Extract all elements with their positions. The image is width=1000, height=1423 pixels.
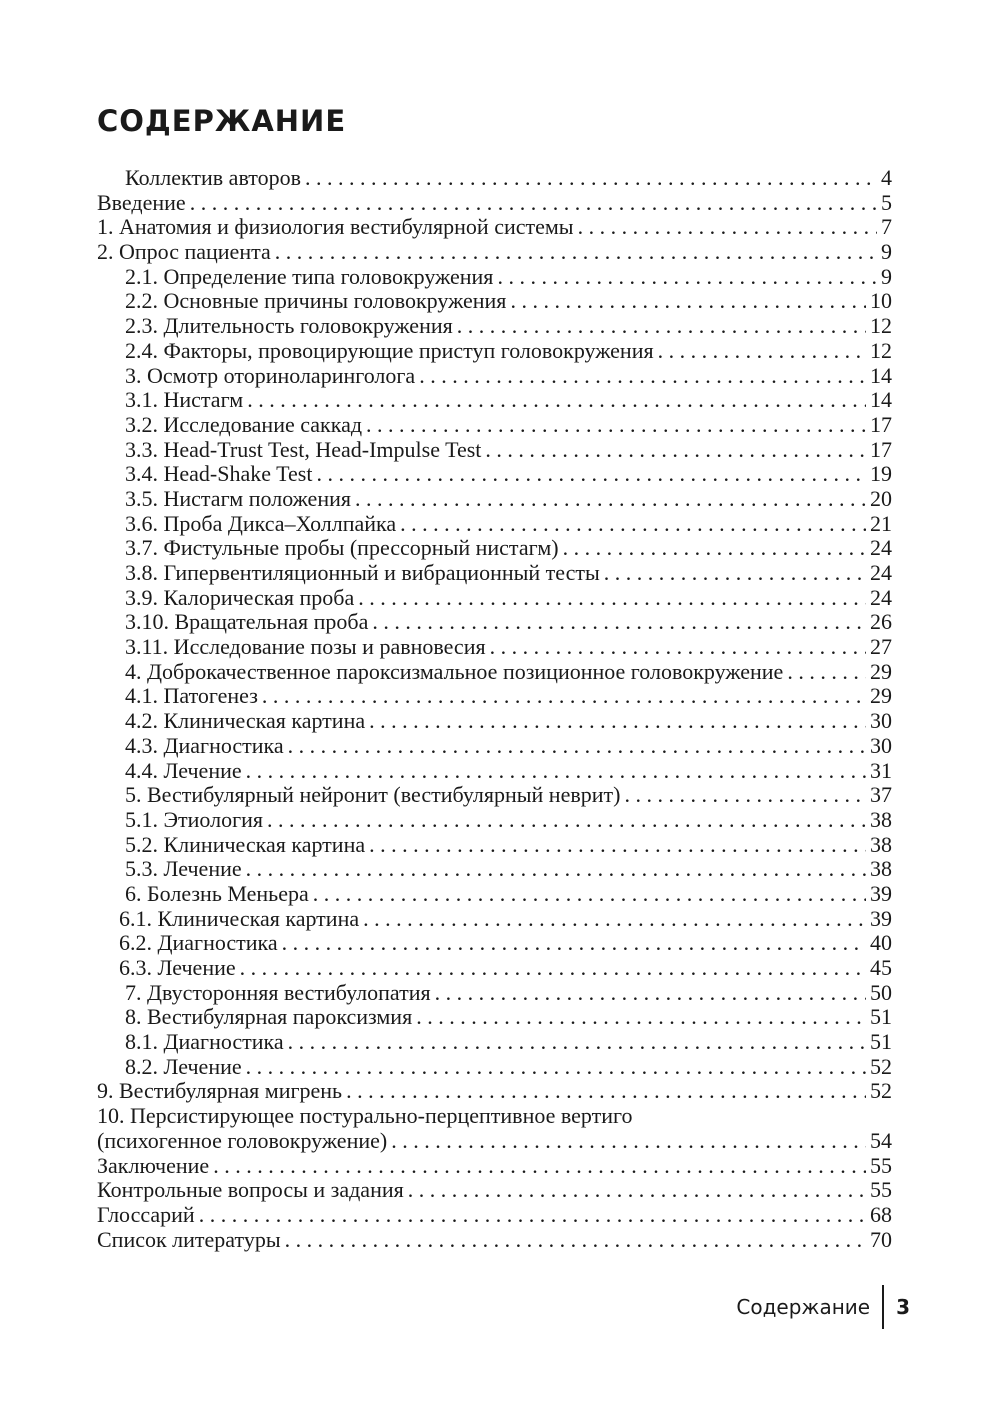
toc-dot-leader: [246, 759, 866, 784]
toc-entry[interactable]: [97, 931, 892, 956]
toc-entry[interactable]: [97, 364, 892, 389]
toc-entry-page: 24: [870, 535, 892, 561]
toc-entry-page: 50: [870, 979, 892, 1005]
toc-dot-leader: [400, 512, 866, 537]
toc-dot-leader: [316, 462, 866, 487]
footer-section-label: Содержание: [736, 1295, 871, 1319]
toc-entry-page: 14: [870, 362, 892, 388]
toc-entry-title: 2.1. Определение типа головокружения: [125, 263, 494, 289]
toc-dot-leader: [246, 857, 866, 882]
toc-entry-page: 38: [870, 831, 892, 857]
toc-dot-leader: [275, 240, 877, 265]
toc-entry[interactable]: [97, 882, 892, 907]
footer-divider: [882, 1285, 884, 1329]
toc-entry[interactable]: [97, 240, 892, 265]
toc-entry-title: 3.9. Калорическая проба: [125, 584, 355, 610]
toc-entry-wrapped-line2[interactable]: [97, 1129, 892, 1154]
toc-dot-leader: [358, 586, 866, 611]
toc-entry[interactable]: [97, 536, 892, 561]
toc-entry-title: 3.5. Нистагм положения: [125, 485, 351, 511]
toc-entry-page: 39: [870, 905, 892, 931]
toc-entry-page: 19: [870, 461, 892, 487]
toc-entry-page: 55: [870, 1152, 892, 1178]
toc-entry-page: 38: [870, 806, 892, 832]
toc-entry-title: 8.2. Лечение: [125, 1053, 242, 1079]
toc-entry-page: 40: [870, 930, 892, 956]
toc-entry-title: 3.8. Гипервентиляционный и вибрационный тесты: [125, 560, 600, 585]
toc-entry-page: 24: [870, 560, 892, 585]
toc-dot-leader: [267, 808, 866, 833]
toc-dot-leader: [247, 388, 866, 413]
toc-dot-leader: [408, 1178, 866, 1203]
toc-entry-title: 6.2. Диагностика: [119, 930, 278, 956]
toc-entry[interactable]: [97, 438, 892, 463]
toc-dot-leader: [282, 931, 866, 956]
toc-entry-page: 30: [870, 708, 892, 734]
toc-entry-page: 54: [870, 1127, 892, 1153]
toc-entry-title: 10. Персистирующее постурально-перцептивное вертиго: [97, 1103, 633, 1129]
toc-entry-page: 70: [870, 1226, 892, 1252]
toc-dot-leader: [285, 1228, 866, 1253]
toc-entry[interactable]: [97, 1178, 892, 1203]
toc-dot-leader: [305, 166, 877, 191]
toc-entry-page: 51: [870, 1004, 892, 1030]
toc-entry-page: 55: [870, 1177, 892, 1203]
toc-dot-leader: [240, 956, 866, 981]
toc-entry[interactable]: [97, 709, 892, 734]
toc-entry-title: Коллектив авторов: [125, 165, 301, 190]
toc-dot-leader: [366, 413, 866, 438]
toc-entry-page: 9: [881, 263, 892, 289]
toc-dot-leader: [288, 734, 866, 759]
page-title: СОДЕРЖАНИЕ: [97, 104, 347, 138]
toc-entry[interactable]: [97, 833, 892, 858]
toc-entry[interactable]: [97, 808, 892, 833]
toc-entry[interactable]: [97, 191, 892, 216]
toc-dot-leader: [624, 783, 866, 808]
toc-entry-page: 21: [870, 510, 892, 536]
toc-entry-page: 52: [870, 1078, 892, 1104]
toc-entry-title: 3.11. Исследование позы и равновесия: [125, 634, 486, 660]
table-of-contents: [97, 166, 892, 1252]
toc-entry-page: 38: [870, 856, 892, 882]
toc-entry-page: 39: [870, 880, 892, 906]
toc-entry-title: 4.2. Клиническая картина: [125, 708, 366, 734]
toc-dot-leader: [787, 660, 866, 685]
toc-entry-page: 5: [881, 189, 892, 215]
toc-entry-title: 8.1. Диагностика: [125, 1029, 284, 1055]
toc-entry-page: 17: [870, 436, 892, 462]
toc-entry[interactable]: [97, 1079, 892, 1104]
toc-entry-page: 37: [870, 782, 892, 808]
toc-entry-page: 26: [870, 609, 892, 635]
toc-dot-leader: [490, 635, 866, 660]
toc-entry-page: 30: [870, 732, 892, 758]
toc-entry[interactable]: [97, 314, 892, 339]
toc-entry-page: 27: [870, 634, 892, 660]
toc-dot-leader: [391, 1129, 866, 1154]
toc-entry-title: 2. Опрос пациента: [97, 239, 271, 265]
toc-entry[interactable]: [97, 635, 892, 660]
toc-entry-title: Заключение: [97, 1152, 210, 1178]
toc-dot-leader: [497, 265, 877, 290]
toc-entry-page: 9: [881, 239, 892, 265]
page-footer: [736, 1285, 910, 1329]
toc-dot-leader: [369, 709, 866, 734]
toc-entry-title: 4. Доброкачественное пароксизмальное позиционное головокружение: [125, 658, 784, 684]
toc-entry-page: 51: [870, 1029, 892, 1055]
toc-dot-leader: [485, 438, 866, 463]
toc-entry-page: 68: [870, 1201, 892, 1227]
toc-entry-page: 10: [870, 288, 892, 314]
toc-entry-title: 5.3. Лечение: [125, 856, 242, 882]
toc-dot-leader: [419, 364, 866, 389]
toc-dot-leader: [578, 215, 877, 240]
toc-entry[interactable]: [97, 586, 892, 611]
toc-entry-title: 3.6. Проба Дикса–Холлпайка: [125, 510, 397, 536]
toc-dot-leader: [435, 981, 866, 1006]
toc-dot-leader: [416, 1005, 866, 1030]
toc-entry-title: 6.1. Клиническая картина: [119, 905, 360, 931]
toc-entry-title: 4.1. Патогенез: [125, 683, 258, 709]
toc-entry-page: 7: [881, 214, 892, 240]
toc-entry[interactable]: [97, 981, 892, 1006]
toc-entry[interactable]: [97, 1005, 892, 1030]
toc-entry-title: 3.1. Нистагм: [125, 387, 244, 413]
toc-entry-title: 7. Двусторонняя вестибулопатия: [125, 979, 431, 1005]
toc-entry-title: 3.7. Фистульные пробы (прессорный нистагм): [125, 535, 559, 561]
toc-entry-title: 3.3. Head-Trust Test, Head-Impulse Test: [125, 436, 482, 462]
toc-entry-page: 45: [870, 955, 892, 980]
toc-entry-page: 24: [870, 584, 892, 610]
toc-dot-leader: [658, 339, 866, 364]
toc-entry[interactable]: [97, 1154, 892, 1179]
toc-entry[interactable]: [97, 759, 892, 784]
toc-entry-page: 14: [870, 387, 892, 413]
toc-entry[interactable]: [97, 413, 892, 438]
toc-entry[interactable]: [97, 265, 892, 290]
toc-entry-title: 4.3. Диагностика: [125, 732, 284, 758]
toc-entry-page: 20: [870, 485, 892, 511]
toc-entry-title: 5.2. Клиническая картина: [125, 831, 366, 857]
toc-dot-leader: [510, 289, 866, 314]
toc-entry-wrapped-line1[interactable]: [97, 1104, 892, 1129]
toc-entry-page: 29: [870, 658, 892, 684]
toc-entry-title: 3. Осмотр оториноларинголога: [125, 362, 416, 388]
toc-entry-title: Глоссарий: [97, 1201, 195, 1227]
toc-entry[interactable]: [97, 610, 892, 635]
toc-entry-page: 29: [870, 683, 892, 709]
toc-entry[interactable]: [97, 907, 892, 932]
toc-entry[interactable]: [97, 1055, 892, 1080]
toc-entry[interactable]: [97, 684, 892, 709]
toc-dot-leader: [372, 610, 866, 635]
toc-entry-title: 9. Вестибулярная мигрень: [97, 1078, 343, 1104]
toc-entry-title: 6.3. Лечение: [119, 955, 236, 980]
toc-dot-leader: [563, 536, 866, 561]
toc-entry-title: 2.2. Основные причины головокружения: [125, 288, 507, 314]
toc-entry[interactable]: [97, 734, 892, 759]
toc-entry-title: Список литературы: [97, 1226, 281, 1252]
toc-entry-title: 5.1. Этиология: [125, 806, 264, 832]
toc-dot-leader: [369, 833, 866, 858]
toc-entry-title: 1. Анатомия и физиология вестибулярной системы: [97, 214, 574, 240]
toc-entry[interactable]: [97, 660, 892, 685]
toc-dot-leader: [313, 882, 866, 907]
toc-entry-title: 2.3. Длительность головокружения: [125, 313, 453, 339]
toc-entry[interactable]: [97, 857, 892, 882]
toc-entry-title: 2.4. Факторы, провоцирующие приступ головокружения: [125, 337, 654, 363]
toc-dot-leader: [346, 1079, 866, 1104]
toc-entry-title: 5. Вестибулярный нейронит (вестибулярный неврит): [125, 782, 621, 808]
toc-entry[interactable]: [97, 956, 892, 981]
toc-entry-page: 12: [870, 337, 892, 363]
toc-dot-leader: [604, 561, 866, 586]
toc-entry[interactable]: [97, 1030, 892, 1055]
toc-entry[interactable]: [97, 512, 892, 537]
toc-entry[interactable]: [97, 215, 892, 240]
toc-entry[interactable]: [97, 339, 892, 364]
toc-entry-page: 17: [870, 411, 892, 437]
toc-entry[interactable]: [97, 561, 892, 586]
toc-dot-leader: [363, 907, 866, 932]
toc-entry[interactable]: [97, 1203, 892, 1228]
toc-entry-title: Контрольные вопросы и задания: [97, 1177, 404, 1203]
toc-entry[interactable]: [97, 166, 892, 191]
toc-entry-title: 4.4. Лечение: [125, 757, 242, 783]
toc-entry-title: Введение: [97, 189, 186, 215]
toc-dot-leader: [355, 487, 866, 512]
toc-entry-title: 3.2. Исследование саккад: [125, 411, 363, 437]
toc-dot-leader: [190, 191, 877, 216]
toc-entry[interactable]: [97, 1228, 892, 1253]
toc-entry-title: (психогенное головокружение): [97, 1127, 388, 1153]
toc-entry-title: 8. Вестибулярная пароксизмия: [125, 1004, 413, 1030]
toc-entry-title: 3.4. Head-Shake Test: [125, 461, 313, 487]
toc-entry[interactable]: [97, 462, 892, 487]
toc-entry-title: 3.10. Вращательная проба: [125, 609, 369, 635]
toc-dot-leader: [457, 314, 866, 339]
footer-page-number: 3: [896, 1295, 910, 1319]
toc-dot-leader: [246, 1055, 866, 1080]
toc-entry[interactable]: [97, 487, 892, 512]
toc-dot-leader: [288, 1030, 866, 1055]
toc-dot-leader: [213, 1154, 866, 1179]
toc-entry[interactable]: [97, 289, 892, 314]
toc-entry-page: 31: [870, 757, 892, 783]
toc-entry-page: 52: [870, 1053, 892, 1079]
toc-entry-page: 4: [881, 165, 892, 190]
toc-dot-leader: [199, 1203, 866, 1228]
toc-dot-leader: [262, 684, 866, 709]
toc-entry[interactable]: [97, 783, 892, 808]
toc-entry-title: 6. Болезнь Меньера: [125, 880, 309, 906]
toc-entry-page: 12: [870, 313, 892, 339]
toc-entry[interactable]: [97, 388, 892, 413]
